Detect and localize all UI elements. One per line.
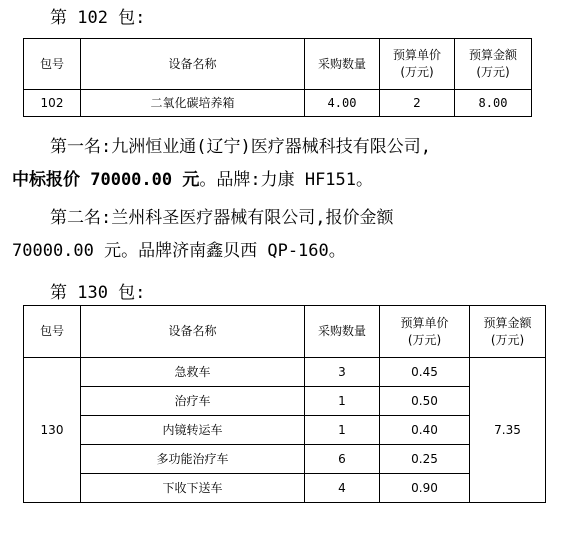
header-package-no: 包号 bbox=[24, 39, 81, 90]
second-place-bid-line: 70000.00 元。品牌济南鑫贝西 QP-160。 bbox=[12, 241, 346, 261]
table-header-row bbox=[24, 39, 532, 90]
header-equipment-name: 设备名称 bbox=[81, 306, 305, 358]
cell-equipment-name: 二氧化碳培养箱 bbox=[81, 90, 305, 117]
cell-amount: 7.35 bbox=[470, 358, 546, 503]
cell-equipment-name: 内镜转运车 bbox=[81, 416, 305, 445]
cell-unit-price: 0.45 bbox=[380, 358, 470, 387]
header-package-no: 包号 bbox=[24, 306, 81, 358]
table-row bbox=[24, 358, 546, 387]
first-place-bid-line bbox=[12, 170, 373, 190]
cell-package-no: 102 bbox=[24, 90, 81, 117]
header-amount: 预算金额 (万元) bbox=[455, 39, 532, 90]
header-amount: 预算金额 (万元) bbox=[470, 306, 546, 358]
cell-quantity: 1 bbox=[305, 387, 380, 416]
header-unit-price: 预算单价 (万元) bbox=[380, 39, 455, 90]
cell-equipment-name: 多功能治疗车 bbox=[81, 445, 305, 474]
cell-quantity: 4.00 bbox=[305, 90, 380, 117]
table-row bbox=[24, 445, 546, 474]
package-102-heading: 第 102 包: bbox=[50, 8, 146, 28]
header-equipment-name: 设备名称 bbox=[81, 39, 305, 90]
cell-unit-price: 0.25 bbox=[380, 445, 470, 474]
cell-quantity: 4 bbox=[305, 474, 380, 503]
cell-amount: 8.00 bbox=[455, 90, 532, 117]
table-row bbox=[24, 474, 546, 503]
table-row bbox=[24, 90, 532, 117]
package-102-table bbox=[23, 38, 532, 117]
first-place-line: 第一名:九洲恒业通(辽宁)医疗器械科技有限公司, bbox=[50, 137, 431, 157]
cell-unit-price: 2 bbox=[380, 90, 455, 117]
cell-unit-price: 0.50 bbox=[380, 387, 470, 416]
winning-bid-text: 中标报价 70000.00 元 bbox=[12, 170, 200, 190]
header-unit-price: 预算单价 (万元) bbox=[380, 306, 470, 358]
cell-equipment-name: 下收下送车 bbox=[81, 474, 305, 503]
package-130-heading: 第 130 包: bbox=[50, 283, 146, 303]
cell-equipment-name: 治疗车 bbox=[81, 387, 305, 416]
cell-package-no: 130 bbox=[24, 358, 81, 503]
cell-quantity: 6 bbox=[305, 445, 380, 474]
cell-quantity: 3 bbox=[305, 358, 380, 387]
cell-unit-price: 0.40 bbox=[380, 416, 470, 445]
header-quantity: 采购数量 bbox=[305, 306, 380, 358]
table-row bbox=[24, 416, 546, 445]
table-row bbox=[24, 387, 546, 416]
table-header-row bbox=[24, 306, 546, 358]
header-quantity: 采购数量 bbox=[305, 39, 380, 90]
cell-equipment-name: 急救车 bbox=[81, 358, 305, 387]
package-130-table bbox=[23, 305, 546, 503]
cell-quantity: 1 bbox=[305, 416, 380, 445]
cell-unit-price: 0.90 bbox=[380, 474, 470, 503]
first-place-brand-text: 。品牌:力康 HF151。 bbox=[199, 170, 374, 190]
second-place-line: 第二名:兰州科圣医疗器械有限公司,报价金额 bbox=[50, 208, 394, 228]
